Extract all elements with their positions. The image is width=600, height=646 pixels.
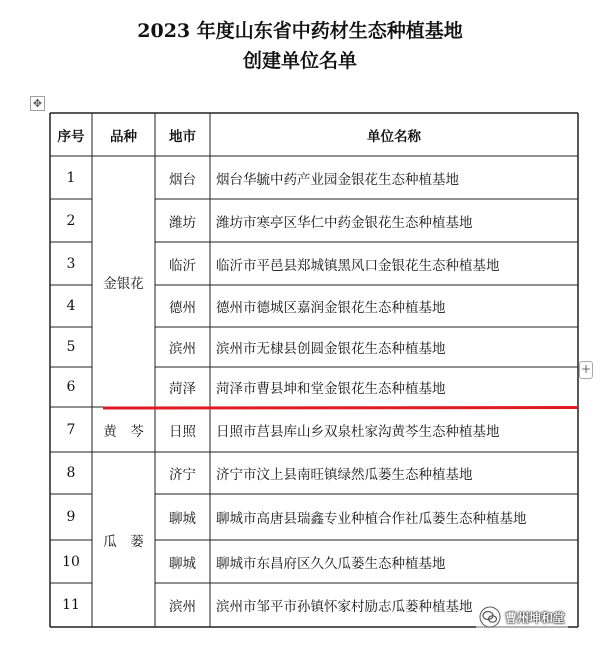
row-number: 11 <box>62 597 80 613</box>
row-number: 3 <box>66 255 76 272</box>
row-number: 1 <box>66 169 76 186</box>
add-row-icon[interactable]: + <box>579 361 593 379</box>
row-city: 济宁 <box>169 467 196 483</box>
header-unit-name: 单位名称 <box>367 128 421 145</box>
row-unit-name: 菏泽市曹县坤和堂金银花生态种植基地 <box>216 381 446 397</box>
row-number: 4 <box>66 298 76 314</box>
row-number: 8 <box>66 465 76 481</box>
row-number: 7 <box>66 421 76 438</box>
variety-honeysuckle: 金银花 <box>103 275 144 292</box>
row-number: 10 <box>62 553 80 570</box>
row-unit-name: 聊城市高唐县瑞鑫专业种植合作社瓜蒌生态种植基地 <box>216 511 527 527</box>
variety-trichosanthes: 瓜 蒌 <box>103 533 144 550</box>
watermark-text: 曹州坤和堂 <box>505 610 566 625</box>
row-unit-name: 潍坊市寒亭区华仁中药金银花生态种植基地 <box>216 214 473 231</box>
row-city: 日照 <box>169 423 196 440</box>
row-unit-name: 滨州市邹平市孙镇怀家村励志瓜蒌种植基地 <box>216 599 473 615</box>
row-city: 临沂 <box>169 257 196 274</box>
row-city: 菏泽 <box>169 381 196 397</box>
row-unit-name: 济宁市汶上县南旺镇绿然瓜蒌生态种植基地 <box>216 467 473 483</box>
watermark <box>476 605 568 629</box>
document-subtitle: 创建单位名单 <box>242 50 357 72</box>
row-number: 6 <box>66 379 76 395</box>
row-city: 德州 <box>169 300 196 316</box>
row-city: 聊城 <box>169 511 196 527</box>
row-city: 潍坊 <box>169 214 196 231</box>
row-city: 聊城 <box>169 555 196 572</box>
row-number: 5 <box>66 339 76 355</box>
header-no: 序号 <box>57 128 85 145</box>
row-number: 9 <box>66 509 76 525</box>
row-unit-name: 烟台华毓中药产业园金银花生态种植基地 <box>216 171 459 188</box>
table-move-handle-icon[interactable]: ✥ <box>30 96 45 111</box>
row-unit-name: 德州市德城区嘉润金银花生态种植基地 <box>216 300 446 316</box>
row-unit-name: 日照市莒县库山乡双泉杜家沟黄芩生态种植基地 <box>216 423 500 440</box>
row-unit-name: 滨州市无棣县创圆金银花生态种植基地 <box>216 341 446 357</box>
document-title: 2023 年度山东省中药材生态种植基地 <box>137 20 463 42</box>
wechat-logo-icon <box>479 606 501 628</box>
header-city: 地市 <box>169 128 196 145</box>
row-number: 2 <box>66 212 76 229</box>
row-city: 滨州 <box>169 599 196 615</box>
variety-scutellaria: 黄 芩 <box>103 423 144 440</box>
row-city: 滨州 <box>169 341 196 357</box>
header-variety: 品种 <box>110 128 137 145</box>
row-unit-name: 临沂市平邑县郑城镇黑风口金银花生态种植基地 <box>216 257 500 274</box>
row-city: 烟台 <box>169 171 196 188</box>
row-unit-name: 聊城市东昌府区久久瓜蒌生态种植基地 <box>216 555 446 572</box>
